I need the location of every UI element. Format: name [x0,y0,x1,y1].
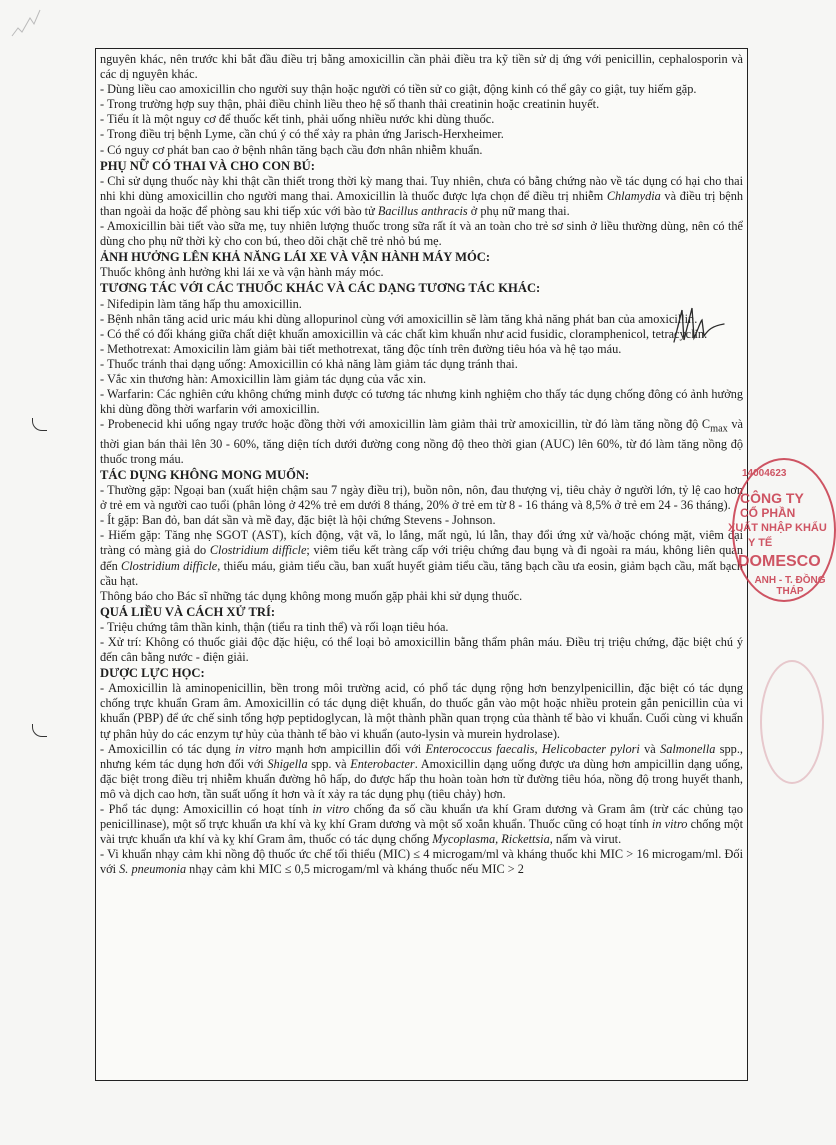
seal-line: DOMESCO [738,553,821,570]
paragraph: - Amoxicillin bài tiết vào sữa mẹ, tuy nhiên lượng thuốc trong sữa rất ít và an toàn cho trẻ sơ sinh ở liều thường dùng, nên có thể dùng cho phụ nữ thời kỳ cho con bú, theo dõi chặt chẽ trẻ nhỏ bú mẹ. [100,219,743,249]
paragraph: - Có thể có đối kháng giữa chất diệt khuẩn amoxicillin và các chất kìm khuẩn như acid fusidic, cloramphenicol, tetracyclin. [100,326,708,341]
document-frame [95,48,748,1081]
paragraph: - Warfarin: Các nghiên cứu không chứng minh được có tương tác nhưng kinh nghiệm cho thấy tác dụng chống đông có ảnh hưởng khi dùng đồng thời warfarin với amoxicillin. [100,387,743,417]
paragraph: - Triệu chứng tâm thần kinh, thận (tiểu ra tinh thể) và rối loạn tiêu hóa. [100,619,449,634]
paragraph: - Có nguy cơ phát ban cao ở bệnh nhân tăng bạch cầu đơn nhân nhiễm khuẩn. [100,142,483,157]
paragraph: - Thuốc tránh thai dạng uống: Amoxicillin có khả năng làm giảm tác dụng tránh thai. [100,356,518,371]
paragraph: - Hiếm gặp: Tăng nhẹ SGOT (AST), kích động, vật vã, lo lắng, mất ngủ, lú lẫn, thay đổi ứng xử và/hoặc chóng mặt, viêm đại tràng có màng giả do Clostridium difficle; viêm tiểu kết tràng cấp với triệu chứng đau bụng và đi ngoài ra máu, không liên quan đến Clostridium difficle, thiếu máu, giảm tiểu cầu, ban xuất huyết giảm tiểu cầu, tăng bạch cầu ưa eosin, giảm bạch cầu, mất bạch cầu hạt. [100,528,743,588]
paragraph: - Ít gặp: Ban đỏ, ban dát sần và mề đay, đặc biệt là hội chứng Stevens - Johnson. [100,513,496,528]
seal-line: CÔNG TY [740,490,804,506]
binder-hole-mark [32,724,47,737]
faded-seal-arc [760,660,824,784]
paragraph: Thuốc không ảnh hưởng khi lái xe và vận hành máy móc. [100,265,384,280]
paragraph: - Dùng liều cao amoxicillin cho người suy thận hoặc người có tiền sử co giật, động kinh có thể gây co giật, tuy hiếm gặp. [100,82,697,97]
document-body [96,49,747,878]
seal-number: 14004623 [742,468,787,479]
paragraph: - Trong điều trị bệnh Lyme, cần chú ý có thể xảy ra phản ứng Jarisch-Herxheimer. [100,127,504,142]
section-heading: TƯƠNG TÁC VỚI CÁC THUỐC KHÁC VÀ CÁC DẠNG TƯƠNG TÁC KHÁC: [100,281,541,296]
corner-scribble [10,6,50,51]
section-heading: TÁC DỤNG KHÔNG MONG MUỐN: [100,467,310,482]
paragraph: - Trong trường hợp suy thận, phải điều chỉnh liều theo hệ số thanh thải creatinin hoặc creatinin huyết. [100,97,600,112]
paragraph: - Xử trí: Không có thuốc giải độc đặc hiệu, có thể loại bỏ amoxicillin bằng thẩm phân máu. Điều trị triệu chứng, đặc biệt chú ý đến cân bằng nước - điện giải. [100,635,743,665]
signature-mark [668,302,728,355]
company-seal [728,458,836,602]
paragraph: - Tiểu ít là một nguy cơ để thuốc kết tinh, phải uống nhiều nước khi dùng thuốc. [100,112,495,127]
seal-line: ANH - T. ĐỒNG THÁP [754,575,826,597]
paragraph: - Bệnh nhân tăng acid uric máu khi dùng allopurinol cùng với amoxicillin sẽ làm tăng khả năng phát ban của amoxicillin. [100,311,698,326]
section-heading: DƯỢC LỰC HỌC: [100,666,205,681]
paragraph: - Methotrexat: Amoxicilin làm giảm bài tiết methotrexat, tăng độc tính trên đường tiêu hóa và hệ tạo máu. [100,341,622,356]
seal-line: CỔ PHẦN [740,506,796,520]
binder-hole-mark [32,418,47,431]
paragraph: - Vi khuẩn nhạy cảm khi nồng độ thuốc ức chế tối thiểu (MIC) ≤ 4 microgam/ml và kháng thuốc khi MIC > 16 microgam/ml. Đối với S. pneumonia nhạy cảm khi MIC ≤ 0,5 microgam/ml và kháng thuốc nếu MIC > 2 [100,847,743,877]
seal-line: Y TẾ [748,537,773,549]
paragraph: Thông báo cho Bác sĩ những tác dụng không mong muốn gặp phải khi sử dụng thuốc. [100,588,523,603]
paragraph: - Probenecid khi uống ngay trước hoặc đồng thời với amoxicillin làm giảm thải trừ amoxicillin, từ đó làm tăng nồng độ $C_{max}$ và thời gian bán thải lên 30 - 60%, tăng diện tích dưới đường cong nồng độ theo thời gian (AUC) lên 60%, từ đó làm tăng nồng độ thuốc trong máu. [100,417,743,466]
paragraph: nguyên khác, nên trước khi bắt đầu điều trị bằng amoxicillin cần phải điều tra kỹ tiền sử dị ứng với penicillin, cephalosporin và các dị nguyên khác. [100,52,743,82]
paragraph: - Phổ tác dụng: Amoxicillin có hoạt tính in vitro chống đa số cầu khuẩn ưa khí Gram dương và Gram âm (trừ các chủng tạo penicillinase), một số trực khuẩn ưa khí và kỵ khí Gram dương và một số xoắn khuẩn. Thuốc cũng có hoạt tính in vitro chống một vài trực khuẩn ưa khí và kỵ khí Gram âm, thuốc có tác dụng chống Mycoplasma, Rickettsia, nấm và virut. [100,802,743,847]
paragraph: - Thường gặp: Ngoại ban (xuất hiện chậm sau 7 ngày điều trị), buồn nôn, nôn, đau thượng vị, tiêu chảy ở người lớn, tỷ lệ cao hơn ở trẻ em và người cao tuổi (phân lỏng ở 42% trẻ em dưới 8 tháng, 20% ở trẻ em từ 8 - 16 tháng và 8,5% ở trẻ em 24 - 36 tháng). [100,483,743,513]
section-heading: ẢNH HƯỞNG LÊN KHẢ NĂNG LÁI XE VÀ VẬN HÀNH MÁY MÓC: [100,250,491,265]
section-heading: PHỤ NỮ CÓ THAI VÀ CHO CON BÚ: [100,158,315,173]
paragraph: - Vắc xin thương hàn: Amoxicillin làm giảm tác dụng của vắc xin. [100,371,427,386]
seal-line: XUẤT NHẬP KHẨU [728,522,827,534]
paragraph: - Nifedipin làm tăng hấp thu amoxicillin. [100,296,302,311]
paragraph: - Amoxicillin có tác dụng in vitro mạnh hơn ampicillin đối với Enterococcus faecalis, Helicobacter pylori và Salmonella spp., nhưng kém tác dụng hơn đối với Shigella spp. và Enterobacter. Amoxicillin dạng uống được ưa dùng hơn ampicillin dạng uống, đặc biệt trong điều trị nhiễm khuẩn đường hô hấp, do được hấp thu hoàn toàn hơn từ đường tiêu hóa, nồng độ trong huyết thanh, mô và dịch cao hơn, tần suất uống ít hơn và ít xảy ra tác dụng phụ (tiêu chảy) hơn. [100,741,743,801]
paragraph: - Amoxicillin là aminopenicillin, bền trong môi trường acid, có phổ tác dụng rộng hơn benzylpenicillin, đặc biệt có tác dụng chống trực khuẩn Gram âm. Amoxicillin có tác dụng diệt khuẩn, do thuốc gắn vào một hoặc nhiều protein gắn penicillin của vi khuẩn (PBP) để ức chế sinh tổng hợp peptidoglycan, là một thành phần quan trọng của thành tế bào vi khuẩn. Cuối cùng vi khuẩn tự phân hủy do các enzym tự hủy của thành tế bào vi khuẩn (auto-lysin và murein hydrolase). [100,681,743,741]
section-heading: QUÁ LIỀU VÀ CÁCH XỬ TRÍ: [100,604,276,619]
paragraph: - Chỉ sử dụng thuốc này khi thật cần thiết trong thời kỳ mang thai. Tuy nhiên, chưa có bằng chứng nào về tác dụng có hại cho thai nhi khi dùng amoxicillin cho người mang thai. Amoxicillin là thuốc được lựa chọn để điều trị nhiễm Chlamydia và điều trị bệnh than ngoài da hoặc để phòng sau khi tiếp xúc với bào tử Bacillus anthracis ở phụ nữ mang thai. [100,173,743,218]
